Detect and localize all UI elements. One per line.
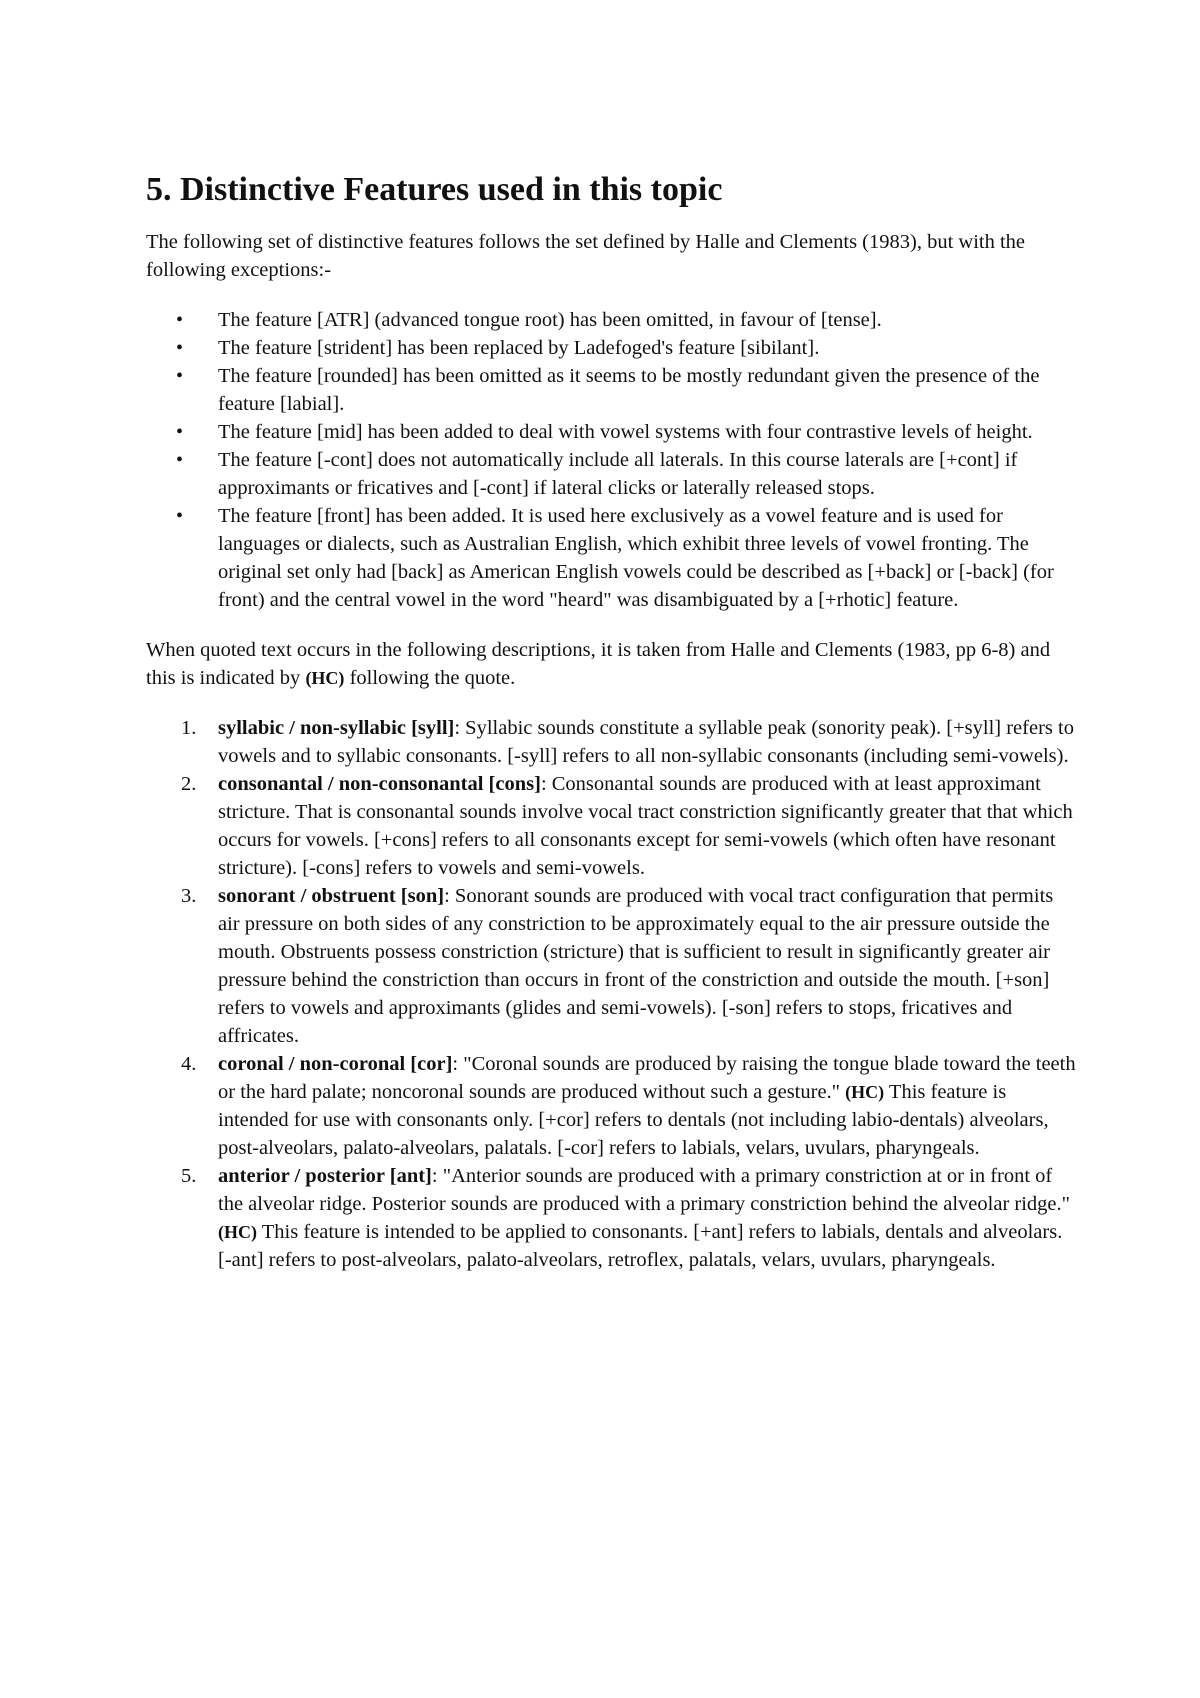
list-item xyxy=(146,334,1076,362)
feature-number: 1. xyxy=(181,717,197,739)
list-item-text: The feature [rounded] has been omitted as it seems to be mostly redundant given the presence of the feature [labial]. xyxy=(218,365,1040,415)
bullet-icon: • xyxy=(176,365,184,387)
feature-description: : "Coronal sounds are produced by raising the tongue blade toward the teeth or the hard palate; noncoronal sounds are produced without such a gesture." xyxy=(218,1053,1076,1103)
feature-item xyxy=(146,770,1076,882)
bullet-icon: • xyxy=(176,421,184,443)
feature-description: : Consonantal sounds are produced with at least approximant stricture. That is consonantal sounds involve vocal tract constriction significantly greater that that which occurs for vowels. [+cons] refers to all consonants except for semi-vowels (which often have resonant stricture). [-cons] refers to vowels and semi-vowels. xyxy=(218,773,1073,879)
feature-term: sonorant / obstruent [son] xyxy=(218,885,445,907)
feature-number: 2. xyxy=(181,773,197,795)
list-item xyxy=(146,418,1076,446)
feature-number: 4. xyxy=(181,1053,197,1075)
list-item-text: The feature [strident] has been replaced by Ladefoged's feature [sibilant]. xyxy=(218,337,820,359)
list-item xyxy=(146,306,1076,334)
feature-term: syllabic / non-syllabic [syll] xyxy=(218,717,455,739)
feature-number: 3. xyxy=(181,885,197,907)
feature-item xyxy=(146,1162,1076,1274)
quote-note-paragraph xyxy=(146,636,1076,692)
hc-marker: (HC) xyxy=(845,1082,885,1102)
feature-number: 5. xyxy=(181,1165,197,1187)
quote-note-text-end: following the quote. xyxy=(344,667,516,689)
quote-note-text: When quoted text occurs in the following descriptions, it is taken from Halle and Clements (1983, pp 6-8) and this is indicated by xyxy=(146,639,1051,689)
document-page xyxy=(146,170,1076,1274)
list-item-text: The feature [ATR] (advanced tongue root) has been omitted, in favour of [tense]. xyxy=(218,309,882,331)
list-item xyxy=(146,362,1076,418)
feature-term: coronal / non-coronal [cor] xyxy=(218,1053,453,1075)
feature-term: consonantal / non-consonantal [cons] xyxy=(218,773,541,795)
bullet-icon: • xyxy=(176,449,184,471)
list-item-text: The feature [front] has been added. It is used here exclusively as a vowel feature and is used for languages or dialects, such as Australian English, which exhibit three levels of vowel fronting. The original set only had [back] as American English vowels could be described as [+back] or [-back] (for front) and the central vowel in the word "heard" was disambiguated by a [+rhotic] feature. xyxy=(218,505,1054,611)
feature-description-cont: This feature is intended for use with consonants only. [+cor] refers to dentals (not including labio-dentals) alveolars, post-alveolars, palato-alveolars, palatals. [-cor] refers to labials, velars, uvulars, pharyngeals. xyxy=(218,1081,1049,1159)
feature-description-cont: This feature is intended to be applied to consonants. [+ant] refers to labials, dentals and alveolars. [-ant] refers to post-alveolars, palato-alveolars, retroflex, palatals, velars, uvulars, pharyngeals. xyxy=(218,1221,1063,1271)
bullet-icon: • xyxy=(176,309,184,331)
features-list xyxy=(146,714,1076,1274)
list-item xyxy=(146,446,1076,502)
list-item-text: The feature [-cont] does not automatically include all laterals. In this course laterals are [+cont] if approximants or fricatives and [-cont] if lateral clicks or laterally released stops. xyxy=(218,449,1018,499)
exceptions-list xyxy=(146,306,1076,614)
bullet-icon: • xyxy=(176,505,184,527)
list-item xyxy=(146,502,1076,614)
feature-term: anterior / posterior [ant] xyxy=(218,1165,432,1187)
bullet-icon: • xyxy=(176,337,184,359)
feature-item xyxy=(146,882,1076,1050)
list-item-text: The feature [mid] has been added to deal with vowel systems with four contrastive levels of height. xyxy=(218,421,1033,443)
feature-description: : Syllabic sounds constitute a syllable peak (sonority peak). [+syll] refers to vowels and to syllabic consonants. [-syll] refers to all non-syllabic consonants (including semi-vowels). xyxy=(218,717,1074,767)
feature-description: : "Anterior sounds are produced with a primary constriction at or in front of the alveolar ridge. Posterior sounds are produced with a primary constriction behind the alveolar ridge." xyxy=(218,1165,1071,1215)
feature-description: : Sonorant sounds are produced with vocal tract configuration that permits air pressure on both sides of any constriction to be approximately equal to the air pressure outside the mouth. Obstruents possess constriction (stricture) that is sufficient to result in significantly greater air pressure behind the constriction than occurs in front of the constriction and outside the mouth. [+son] refers to vowels and approximants (glides and semi-vowels). [-son] refers to stops, fricatives and affricates. xyxy=(218,885,1054,1047)
intro-paragraph: The following set of distinctive features follows the set defined by Halle and Clements (1983), but with the following exceptions:- xyxy=(146,231,1026,281)
page-title: 5. Distinctive Features used in this topic xyxy=(146,171,723,208)
hc-marker: (HC) xyxy=(218,1222,257,1242)
feature-item xyxy=(146,1050,1076,1162)
feature-item xyxy=(146,714,1076,770)
hc-marker: (HC) xyxy=(305,668,345,688)
